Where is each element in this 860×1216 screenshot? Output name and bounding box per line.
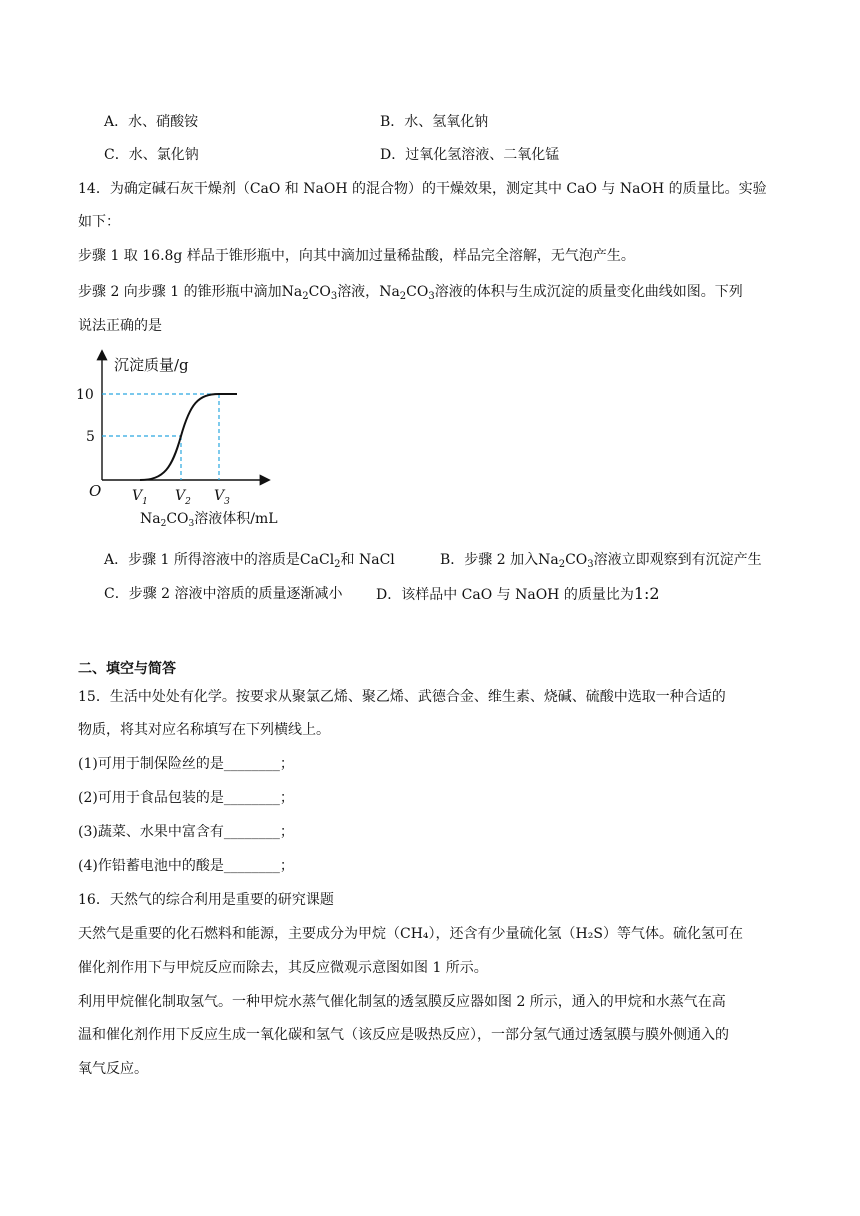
q16-p1-line2: 催化剂作用下与甲烷反应而除去，其反应微观示意图如图 1 所示。 bbox=[78, 960, 488, 976]
x-axis-label: $Na_2CO_3$溶液体积/mL bbox=[140, 511, 278, 529]
q15-line2: 物质，将其对应名称填写在下列横线上。 bbox=[78, 722, 330, 738]
q15-item-2: (2)可用于食品包装的是________； bbox=[78, 790, 294, 806]
q16-p2-line2: 温和催化剂作用下反应生成一氧化碳和氢气（该反应是吸热反应），一部分氢气通过透氢膜与膜外侧通入的 bbox=[78, 1027, 729, 1043]
q13-option-c: C．水、氯化钠 bbox=[104, 147, 199, 163]
q14-step2-line2: 说法正确的是 bbox=[78, 318, 162, 334]
q14-stem-line1: 14．为确定碱石灰干燥剂（CaO 和 NaOH 的混合物）的干燥效果，测定其中 CaO 与 NaOH 的质量比。实验 bbox=[78, 181, 767, 197]
q14-option-b: B．步骤 2 加入$Na_2CO_3$溶液立即观察到有沉淀产生 bbox=[440, 552, 762, 570]
y-axis-label: 沉淀质量/g bbox=[114, 356, 189, 374]
y-tick-10: 10 bbox=[76, 387, 94, 403]
q16-p1-line1: 天然气是重要的化石燃料和能源，主要成分为甲烷（CH₄），还含有少量硫化氢（H₂S）等气体。硫化氢可在 bbox=[78, 926, 743, 942]
q14-step2: 步骤 2 向步骤 1 的锥形瓶中滴加$Na_2CO_3$溶液，$Na_2CO_3$溶液的体积与生成沉淀的质量变化曲线如图。下列 bbox=[78, 284, 743, 302]
q15-item-4: (4)作铅蓄电池中的酸是________； bbox=[78, 858, 294, 874]
q14-option-d: D．该样品中 CaO 与 NaOH 的质量比为1:2 bbox=[376, 584, 660, 603]
q16-p2-line1: 利用甲烷催化制取氢气。一种甲烷水蒸气催化制氢的透氢膜反应器如图 2 所示，通入的甲烷和水蒸气在高 bbox=[78, 994, 726, 1010]
q14-option-c: C．步骤 2 溶液中溶质的质量逐渐减小 bbox=[104, 586, 343, 602]
precipitate-curve bbox=[140, 394, 237, 480]
q13-option-a: A．水、硝酸铵 bbox=[104, 114, 199, 130]
q14-option-a: A．步骤 1 所得溶液中的溶质是CaCl$_2$和 NaCl bbox=[104, 552, 395, 570]
x-tick-v2: $V_2$ bbox=[175, 488, 191, 507]
precipitate-chart bbox=[76, 348, 284, 533]
y-tick-5: 5 bbox=[86, 429, 95, 445]
q16-p2-line3: 氧气反应。 bbox=[78, 1061, 148, 1077]
q13-option-b: B．水、氢氧化钠 bbox=[380, 114, 489, 130]
formula-na2co3: $Na_2CO_3$ bbox=[379, 284, 435, 302]
q14-step1: 步骤 1 取 16.8g 样品于锥形瓶中，向其中滴加过量稀盐酸，样品完全溶解，无气泡产生。 bbox=[78, 248, 635, 264]
q15-item-3: (3)蔬菜、水果中富含有________； bbox=[78, 824, 294, 840]
formula-cacl2: CaCl$_2$ bbox=[299, 552, 341, 570]
q14-stem-line2: 如下： bbox=[78, 214, 120, 230]
formula-na2co3: $Na_2CO_3$ bbox=[538, 552, 594, 570]
q13-option-d: D．过氧化氢溶液、二氧化锰 bbox=[380, 147, 560, 163]
x-tick-v3: $V_3$ bbox=[214, 488, 230, 507]
q15-line1: 15．生活中处处有化学。按要求从聚氯乙烯、聚乙烯、武德合金、维生素、烧碱、硫酸中选取一种合适的 bbox=[78, 689, 726, 705]
q15-item-1: (1)可用于制保险丝的是________； bbox=[78, 756, 294, 772]
x-tick-v1: $V_1$ bbox=[132, 488, 148, 507]
origin-label: O bbox=[89, 482, 102, 500]
formula-na2co3: $Na_2CO_3$ bbox=[281, 284, 338, 302]
q16-title: 16．天然气的综合利用是重要的研究课题 bbox=[78, 892, 334, 908]
section-heading: 二、填空与简答 bbox=[78, 661, 176, 677]
